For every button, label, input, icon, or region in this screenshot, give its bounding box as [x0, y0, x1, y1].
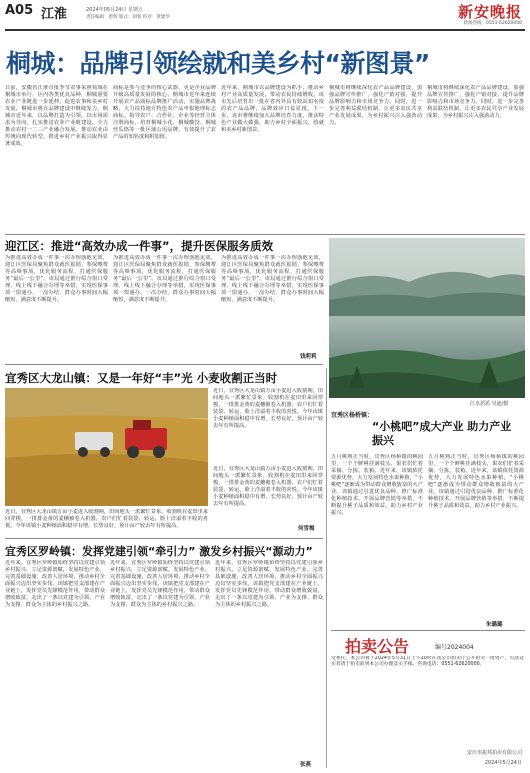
lead-col-3: 近年来，桐城市以品牌建设为抓手，推动乡村产业高质量发展，带动农民持续增收。该市先后培育出一批在省内外具有较高知名度的农产品品牌，品牌效应日益显现。下一步，该市将继续加大品牌培育力度，推动特色产业做大做强，助力乡村全面振兴，绘就和美乡村新图景。: [221, 85, 324, 133]
article4-col-3: 近年来，宜秀区罗岭镇始终坚持以党建引领乡村振兴，立足资源禀赋，发展特色产业，完善基础设施，改善人居环境，推动乡村全面振兴迈出坚实步伐。该镇把党支部建在产业链上，发挥党员先锋模范作用，带动群众增收致富，走出了一条以党建为引领、产业为支撑、群众为主体的乡村振兴之路。: [215, 560, 323, 608]
photo-caption: 江水滔滔 吴迪/摄: [470, 401, 509, 407]
wheat-harvest-image: [5, 388, 208, 506]
auction-notice-title: 拍卖公告: [345, 637, 410, 656]
sidebar-title: “小桃吧”成大产业 助力产业振兴: [372, 420, 512, 447]
paper-logo: 新安晚报: [457, 3, 522, 21]
sidebar-rule: [331, 630, 525, 631]
auction-notice-text: 受委托，本公司将于2024年5月31日上午10时在我公司拍卖厅公开拍卖一批资产，有意竞买者请于拍卖前到本公司办理竞买手续。咨询电话：0551-62620000。: [331, 656, 524, 668]
article3-author: 何雪梅: [298, 526, 315, 532]
section-name: 江淮: [41, 7, 68, 22]
header-rule: [5, 29, 525, 31]
article2-rule: [5, 364, 323, 365]
article2-col-2: 为推进高效办成一件事一次办理落地见效，迎江区医保局聚焦群众就医报销、参保缴费等高频事项，优化服务流程，打通医保服务“最后一公里”。该局通过推行综合窗口受理、线上线下融合办理等举措，实现医保事项一窗通办、一次办结，群众办事时间大幅缩短，满意度不断提升。: [113, 255, 216, 303]
lead-rule: [5, 234, 525, 235]
sidebar-col-1: 五月桃熟正当时，宜秀区杨桥镇的桃园里，一个个鲜桃挂满枝头，果农们忙着采摘、分拣、装箱。近年来，该镇依托资源优势，大力发展特色水果种植，“小桃吧”逐渐成为带动群众增收致富的大产业。该镇通过引进优良品种、推广标准化种植技术、开展品牌营销等举措，不断提升桃子品质和效益，助力乡村产业振兴。: [331, 454, 423, 516]
lead-col-1: 日前，安徽省江淮首批季节农事采照领域在桐城市举行，区内各类优良品种，桐城重要农业产业链进一步延伸，促进农事和美乡村发展，桐城市将在品牌建设中继续发力。桐城市近年来，以品牌打造为引领，以市场需求为导向，扎实推进农业产业链建设，全力推动农村一二三产业融合发展，推动农业由传统向现代转型，推进乡村产业振兴取得显著成效。: [5, 85, 108, 147]
article4-author: 张燕: [300, 762, 312, 768]
sidebar-col-2: 五月桃熟正当时，宜秀区杨桥镇的桃园里，一个个鲜桃挂满枝头，果农们忙着采摘、分拣、装箱。近年来，该镇依托资源优势，大力发展特色水果种植，“小桃吧”逐渐成为带动群众增收致富的大产业。该镇通过引进优良品种、推广标准化种植技术、开展品牌营销等举措，不断提升桃子品质和效益，助力乡村产业振兴。: [428, 454, 524, 509]
issue-date: 2024年05月24日 星期五: [86, 7, 144, 13]
article2-col-1: 为推进高效办成一件事一次办理落地见效，迎江区医保局聚焦群众就医报销、参保缴费等高频事项，优化服务流程，打通医保服务“最后一公里”。该局通过推行综合窗口受理、线上线下融合办理等举措，实现医保事项一窗通办、一次办结，群众办事时间大幅缩短，满意度不断提升。: [5, 255, 108, 303]
auction-company: 安庆市振邦拍卖有限公司: [466, 750, 522, 756]
article3-rule: [5, 538, 323, 539]
editor-line: 责任编辑：唐辉 版式：胡蓉 校对：黄建华: [86, 15, 170, 20]
auction-notice-number: 编号2024004: [435, 644, 474, 651]
wheat-photo: [5, 388, 208, 506]
river-photo: [329, 238, 525, 398]
article4-col-1: 近年来，宜秀区罗岭镇始终坚持以党建引领乡村振兴，立足资源禀赋，发展特色产业，完善基础设施，改善人居环境，推动乡村全面振兴迈出坚实步伐。该镇把党支部建在产业链上，发挥党员先锋模范作用，带动群众增收致富，走出了一条以党建为引领、产业为支撑、群众为主体的乡村振兴之路。: [5, 560, 105, 608]
sidebar-region: 宜秀区杨桥镇：: [331, 412, 374, 419]
river-landscape-image: [329, 238, 525, 398]
article3-col-2: 近日，宜秀区大龙山镇万亩小麦进入收割期，田间地头一派繁忙景象。收割机在麦田里来回穿梭，一排排金黄的麦穗被卷入机器，农户们忙着装袋、转运，脸上洋溢着丰收的喜悦。今年该镇小麦种植面积稳中有增，长势良好，预计亩产较去年有所提高。: [213, 388, 323, 429]
lead-col-5: 桐城市将继续深化农产品品牌建设，加强品牌宣传推广，强化产销对接，提升品牌影响力和市场竞争力。同时，进一步完善利益联结机制，让更多农民共享产业发展成果，为乡村振兴注入强劲动力。: [427, 85, 524, 119]
sidebar-divider: [326, 368, 327, 768]
lead-col-4: 桐城市将继续深化农产品品牌建设，加强品牌宣传推广，强化产销对接，提升品牌影响力和市场竞争力。同时，进一步完善利益联结机制，让更多农民共享产业发展成果，为乡村振兴注入强劲动力。: [329, 85, 422, 126]
article4-col-2: 近年来，宜秀区罗岭镇始终坚持以党建引领乡村振兴，立足资源禀赋，发展特色产业，完善基础设施，改善人居环境，推动乡村全面振兴迈出坚实步伐。该镇把党支部建在产业链上，发挥党员先锋模范作用，带动群众增收致富，走出了一条以党建为引领、产业为支撑、群众为主体的乡村振兴之路。: [110, 560, 210, 608]
lead-col-2: 商标是参与竞争的核心武器，更是企业品牌升级高质量发展的核心。桐城市近年来连续开展农产品商标品牌推广活动，实施品牌战略，大力扶持地方特色农产品申报地理标志商标，指导农户、合作社、企业等经营主体注册商标，培育桐城小花、桐城酸饺、桐城丝瓜络等一批区域公用品牌，有效提升了农产品的知名度和附加值。: [113, 85, 216, 140]
auction-date: 2024年5月24日: [484, 760, 522, 766]
article4-title: 宜秀区罗岭镇：发挥党建引领“牵引力” 激发乡村振兴“源动力”: [5, 545, 313, 558]
article2-title: 迎江区：推进“高效办成一件事”，提升医保服务质效: [5, 239, 274, 253]
article3-col-3: 近日，宜秀区大龙山镇万亩小麦进入收割期，田间地头一派繁忙景象。收割机在麦田里来回穿梭，一排排金黄的麦穗被卷入机器，农户们忙着装袋、转运，脸上洋溢着丰收的喜悦。今年该镇小麦种植面积稳中有增，长势良好，预计亩产较去年有所提高。: [213, 466, 323, 507]
article3-col-1b: 近日，宜秀区大龙山镇万亩小麦进入收割期，田间地头一派繁忙景象。收割机在麦田里来回穿梭，一排排金黄的麦穗被卷入机器，农户们忙着装袋、转运，脸上洋溢着丰收的喜悦。今年该镇小麦种植面积稳中有增，长势良好，预计亩产较去年有所提高。: [5, 509, 208, 529]
article2-author: 钱莉莉: [300, 354, 317, 360]
sidebar-author: 朱璐璐: [486, 622, 503, 628]
page-code: A05: [5, 3, 34, 18]
article2-col-3: 为推进高效办成一件事一次办理落地见效，迎江区医保局聚焦群众就医报销、参保缴费等高频事项，优化服务流程，打通医保服务“最后一公里”。该局通过推行综合窗口受理、线上线下融合办理等举措，实现医保事项一窗通办、一次办结，群众办事时间大幅缩短，满意度不断提升。: [221, 255, 324, 303]
article3-title: 宜秀区大龙山镇：又是一年好“丰”光 小麦收割正当时: [5, 371, 278, 385]
hotline: 新闻热线：0551-62620000: [463, 21, 522, 26]
lead-title: 桐城：品牌引领绘就和美乡村“新图景”: [6, 49, 430, 78]
